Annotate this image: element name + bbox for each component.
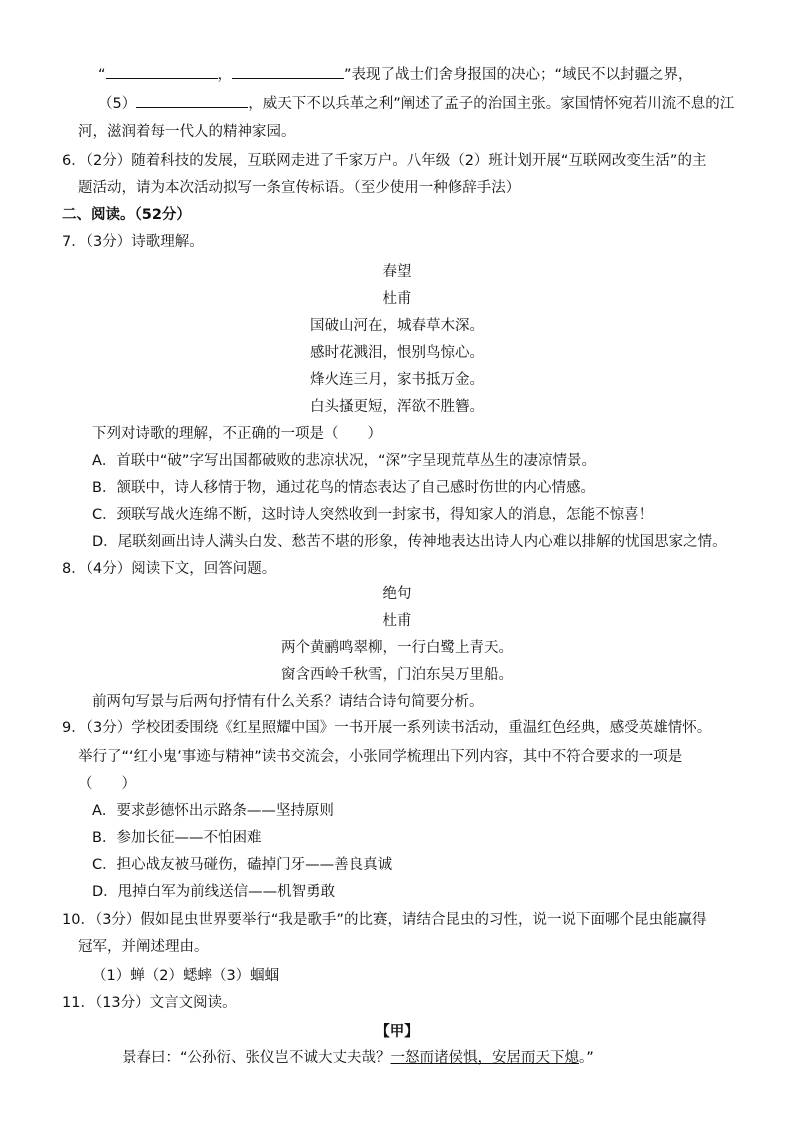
q9-line-3: （ ）	[78, 776, 136, 792]
poem-line: 窗含西岭千秋雪，门泊东吴万里船。	[281, 667, 513, 683]
q5-line-3: 河，滋润着每一代人的精神家园。	[78, 124, 296, 140]
q11-text-part: 景春曰：“公孙衍、张仪岂不诚大丈夫哉？	[122, 1050, 391, 1066]
q5-quote-open: “	[98, 67, 106, 83]
q9-option-c: C．担心战友被马碰伤，磕掉门牙——善良真诚	[92, 857, 393, 873]
answer-blank[interactable]	[106, 64, 218, 79]
q9-option-a: A．要求彭德怀出示路条——坚持原则	[92, 803, 334, 819]
q8-stem: 8．（4分）阅读下文，回答问题。	[62, 561, 277, 577]
q6-line-1: 6．（2分）随着科技的发展，互联网走进了千家万户。八年级（2）班计划开展“互联网改变生活”的主	[62, 153, 707, 169]
poem-title: 春望	[382, 264, 412, 280]
q5-comma: ，	[217, 67, 233, 83]
q5-blank-number: （5）	[98, 96, 137, 112]
q9-line-2: 举行了“‘红小鬼’事迹与精神”读书交流会，小张同学梳理出下列内容，其中不符合要求的一项是	[78, 749, 683, 765]
q11-text-line	[122, 1048, 594, 1068]
poem-line: 感时花溅泪，恨别鸟惊心。	[310, 345, 484, 361]
poem-author: 杜甫	[382, 613, 412, 629]
q7-option-c: C．颈联写战火连绵不断，这时诗人突然收到一封家书，得知家人的消息，怎能不惊喜！	[92, 507, 654, 523]
answer-blank[interactable]	[232, 64, 344, 79]
q9-line-1: 9．（3分）学校团委围绕《红星照耀中国》一书开展一系列读书活动，重温红色经典，感受英雄情怀。	[62, 720, 712, 736]
poem-title: 绝句	[382, 586, 412, 602]
section-heading: 二、阅读。（52分）	[62, 207, 191, 223]
poem-line: 国破山河在，城春草木深。	[310, 318, 484, 334]
poem-line: 白头搔更短，浑欲不胜簪。	[310, 399, 484, 415]
q7-option-b: B．颔联中，诗人移情于物，通过花鸟的情态表达了自己感时伤世的内心情感。	[92, 480, 595, 496]
q5-line-1	[98, 64, 693, 85]
poem-line: 烽火连三月，家书抵万金。	[310, 372, 484, 388]
q5-line-2	[98, 93, 734, 114]
poem-line: 两个黄鹂鸣翠柳，一行白鹭上青天。	[281, 640, 513, 656]
q8-question: 前两句写景与后两句抒情有什么关系？请结合诗句简要分析。	[92, 694, 484, 710]
q6-line-2: 题活动，请为本次活动拟写一条宣传标语。（至少使用一种修辞手法）	[78, 180, 521, 196]
part-label: 【甲】	[375, 1024, 419, 1040]
q9-option-b: B．参加长征——不怕困难	[92, 830, 262, 846]
answer-blank[interactable]	[136, 93, 248, 108]
q11-text-end: 。”	[579, 1050, 594, 1066]
q9-option-d: D．甩掉白军为前线送信——机智勇敢	[92, 884, 336, 900]
q7-stem: 7．（3分）诗歌理解。	[62, 234, 204, 250]
q7-option-d: D．尾联刻画出诗人满头白发、愁苦不堪的形象，传神地表达出诗人内心难以排解的忧国思家之情。	[92, 534, 727, 550]
q7-question: 下列对诗歌的理解，不正确的一项是（ ）	[92, 426, 382, 442]
q11-stem: 11．（13分）文言文阅读。	[62, 995, 237, 1011]
q5-line-2-text: ，威天下不以兵革之利”阐述了孟子的治国主张。家国情怀宛若川流不息的江	[248, 96, 735, 112]
q11-underlined-text: 一怒而诸侯惧，安居而天下熄	[390, 1050, 580, 1066]
q10-options: （1）蝉（2）蟋蟀（3）蝈蝈	[92, 968, 280, 984]
q5-line-1-text: ”表现了战士们舍身报国的决心；“域民不以封疆之界，	[344, 67, 693, 83]
q10-line-1: 10．（3分）假如昆虫世界要举行“我是歌手”的比赛，请结合昆虫的习性，说一说下面哪个昆虫能赢得	[62, 912, 707, 928]
poem-author: 杜甫	[382, 291, 412, 307]
q7-option-a: A．首联中“破”字写出国都破败的悲凉状况，“深”字呈现荒草丛生的凄凉情景。	[92, 453, 596, 469]
q10-line-2: 冠军，并阐述理由。	[78, 939, 209, 955]
